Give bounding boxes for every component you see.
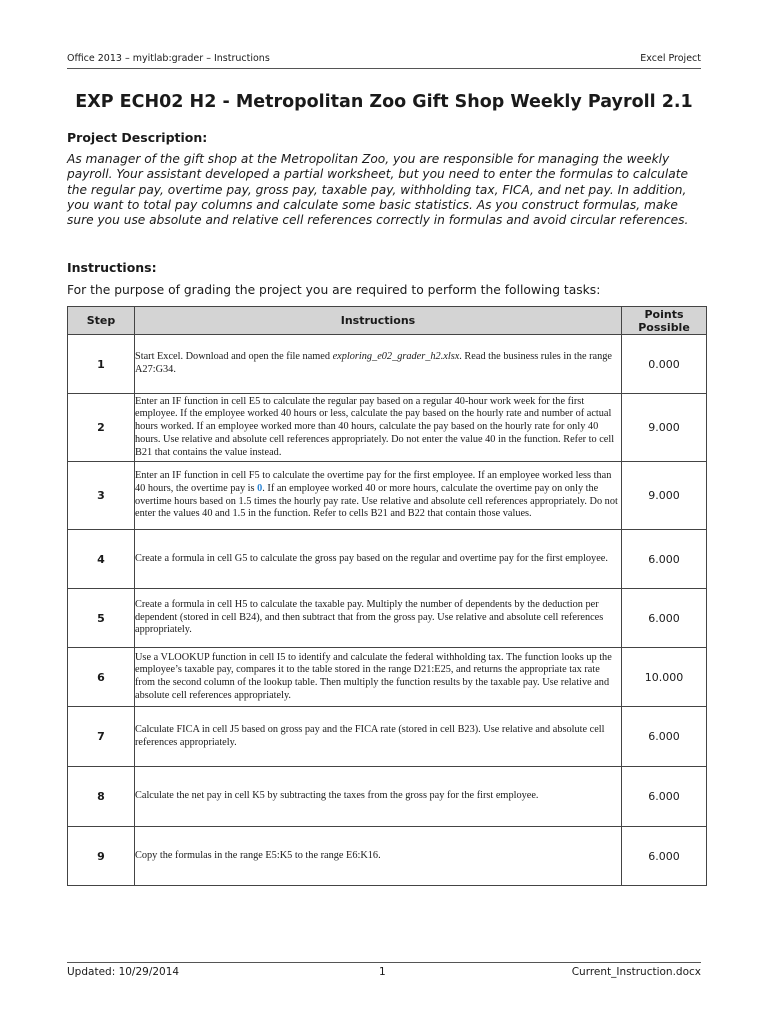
instruction-text: Start Excel. Download and open the file named — [135, 351, 333, 363]
header-right-text: Excel Project — [640, 53, 701, 64]
instructions-intro: For the purpose of grading the project you are required to perform the following tasks: — [67, 283, 601, 297]
step-points: 9.000 — [622, 394, 707, 462]
step-points: 6.000 — [622, 827, 707, 886]
page-footer — [67, 962, 701, 978]
highlighted-value: 0 — [257, 482, 263, 494]
step-instruction: Enter an IF function in cell E5 to calculate the regular pay based on a regular 40-hour work week for the first employee. If the employee worked 40 hours or less, calculate the pay based on the hourly rate and number of actual hours worked. If an employee worked more than 40 hours, calculate the pay based on the hourly rate for only 40 hours. Use relative and absolute cell references appropriately. Do not enter the value 40 in the function. Refer to cell B21 that contains the value instead. — [135, 394, 622, 462]
instructions-table — [67, 306, 707, 886]
step-instruction: Use a VLOOKUP function in cell I5 to identify and calculate the federal withholding tax. The function looks up the employee’s taxable pay, compares it to the table stored in the range D21:E25, and returns the appropriate tax rate from the second column of the lookup table. Then multiply the function results by the taxable pay. Use relative and absolute cell references appropriately. — [135, 648, 622, 707]
header-left-text: Office 2013 – myitlab:grader – Instructions — [67, 53, 270, 64]
step-points: 10.000 — [622, 648, 707, 707]
footer-page-number: 1 — [379, 966, 386, 978]
table-row — [68, 394, 707, 462]
step-number: 3 — [68, 462, 135, 530]
footer-filename: Current_Instruction.docx — [571, 966, 701, 978]
step-instruction — [135, 335, 622, 394]
step-instruction: Copy the formulas in the range E5:K5 to the range E6:K16. — [135, 827, 622, 886]
step-instruction: Create a formula in cell G5 to calculate the gross pay based on the regular and overtime pay for the first employee. — [135, 530, 622, 589]
table-row — [68, 335, 707, 394]
document-title: EXP ECH02 H2 - Metropolitan Zoo Gift Shop Weekly Payroll 2.1 — [75, 92, 693, 112]
step-number: 7 — [68, 707, 135, 767]
step-points: 9.000 — [622, 462, 707, 530]
instruction-text: Enter an IF function in cell F5 to calculate the overtime pay for the first employee. If an employee worked less than 40 hours, the overtime pay is — [135, 470, 612, 494]
step-number: 2 — [68, 394, 135, 462]
table-row — [68, 827, 707, 886]
step-instruction: Calculate the net pay in cell K5 by subtracting the taxes from the gross pay for the first employee. — [135, 767, 622, 827]
table-row — [68, 530, 707, 589]
project-description-label: Project Description: — [67, 130, 208, 145]
step-number: 1 — [68, 335, 135, 394]
instruction-text: . If an employee worked 40 or more hours, calculate the overtime pay on only the overtime hours based on 1.5 times the hourly pay rate. Use relative and absolute cell references appropriately. Do not enter the values 40 and 1.5 in the function. Refer to cells B21 and B22 that contain those values. — [135, 482, 618, 520]
step-number: 5 — [68, 589, 135, 648]
table-row — [68, 589, 707, 648]
header-instructions: Instructions — [135, 307, 622, 335]
project-description-text: As manager of the gift shop at the Metropolitan Zoo, you are responsible for managing the weekly payroll. Your assistant developed a partial worksheet, but you need to enter the formulas to calculate the regular pay, overtime pay, gross pay, taxable pay, withholding tax, FICA, and net pay. In addition, you want to total pay columns and calculate some basic statistics. As you construct formulas, make sure you use absolute and relative cell references correctly in formulas and avoid circular references. — [67, 152, 689, 228]
step-points: 6.000 — [622, 589, 707, 648]
step-points: 6.000 — [622, 767, 707, 827]
step-number: 9 — [68, 827, 135, 886]
header-points: Points Possible — [622, 307, 707, 335]
page-header — [67, 53, 701, 69]
step-points: 0.000 — [622, 335, 707, 394]
header-step: Step — [68, 307, 135, 335]
step-instruction: Create a formula in cell H5 to calculate the taxable pay. Multiply the number of dependents by the deduction per dependent (stored in cell B24), and then subtract that from the gross pay. Use relative and absolute cell references appropriately. — [135, 589, 622, 648]
step-number: 8 — [68, 767, 135, 827]
step-number: 4 — [68, 530, 135, 589]
instructions-label: Instructions: — [67, 260, 157, 275]
step-points: 6.000 — [622, 530, 707, 589]
step-instruction: Calculate FICA in cell J5 based on gross pay and the FICA rate (stored in cell B23). Use relative and absolute cell references appropriately. — [135, 707, 622, 767]
table-row — [68, 462, 707, 530]
table-row — [68, 707, 707, 767]
instruction-filename: exploring_e02_grader_h2.xlsx — [332, 351, 460, 363]
step-instruction — [135, 462, 622, 530]
step-points: 6.000 — [622, 707, 707, 767]
table-header-row — [68, 307, 707, 335]
table-row — [68, 648, 707, 707]
step-number: 6 — [68, 648, 135, 707]
table-row — [68, 767, 707, 827]
footer-updated-date: Updated: 10/29/2014 — [67, 966, 180, 978]
instruction-text: . Read the business rules in the range A27:G34. — [135, 351, 612, 375]
